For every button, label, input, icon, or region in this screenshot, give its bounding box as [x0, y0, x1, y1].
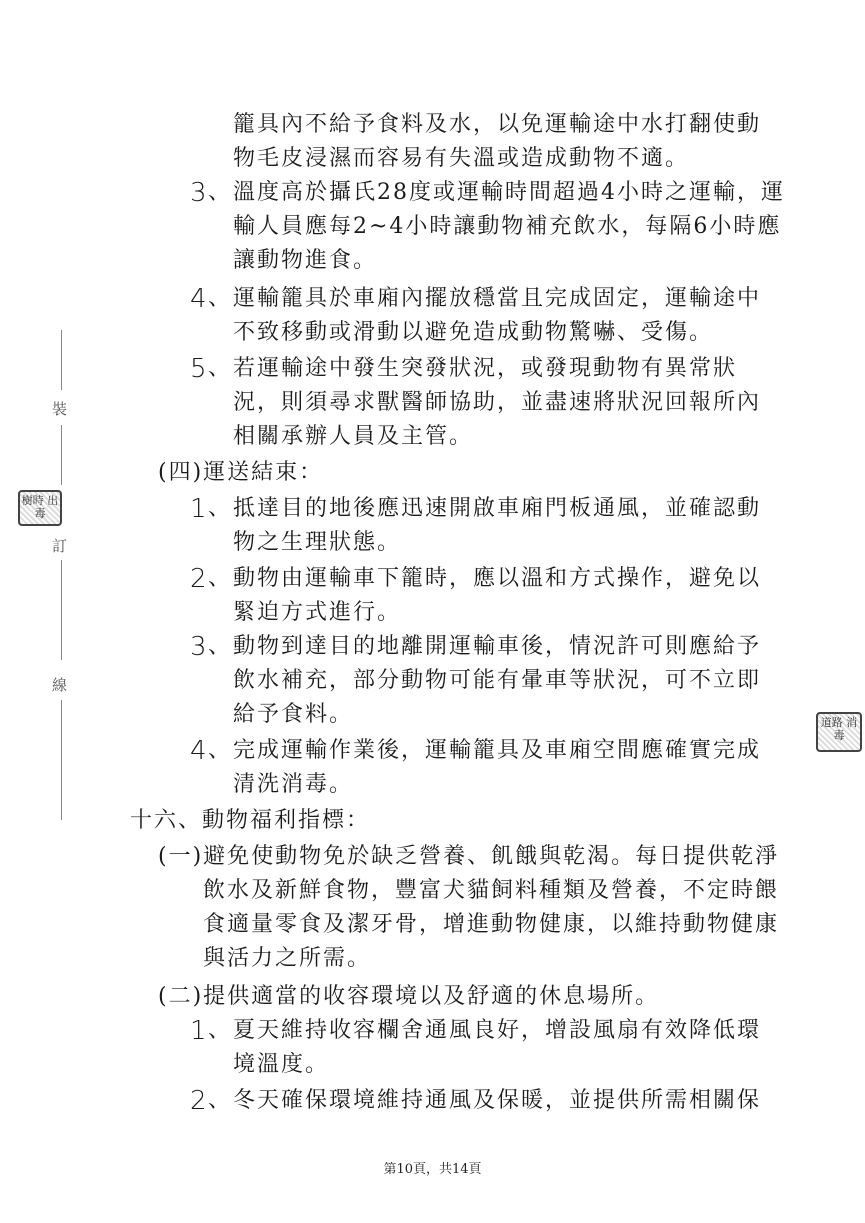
text-line: 、: [208, 286, 233, 311]
text-line: 物之生理狀態。: [233, 530, 402, 555]
text-line: 運輸籠具於車廂內擺放穩當且完成固定，運輸途中: [233, 286, 762, 311]
item-number: 3: [190, 178, 207, 208]
seal-stamp-left: 樹時 出 毒: [18, 490, 62, 526]
binding-mark-xian: 線: [52, 676, 68, 694]
text-line: 境溫度。: [233, 1052, 330, 1077]
text-line: 況，則須尋求獸醫師協助，並盡速將狀況回報所內: [233, 390, 762, 415]
binding-mark-zhuang: 裝: [52, 400, 68, 418]
text-line: 完成運輸作業後，運輸籠具及車廂空間應確實完成: [233, 738, 762, 763]
text-line: 飲水及新鮮食物，豐富犬貓飼料種類及營養，不定時餵: [203, 878, 780, 903]
text-line: 、: [208, 180, 233, 205]
text-line: (二)提供適當的收容環境以及舒適的休息場所。: [158, 984, 660, 1009]
seal-stamp-right: 道路 消毒: [816, 712, 862, 752]
text-line: 動物由運輸車下籠時，應以溫和方式操作，避免以: [233, 566, 762, 591]
binding-line-mid2: [61, 560, 62, 660]
item-number: 1: [190, 1016, 207, 1046]
item-number: 1: [190, 494, 207, 524]
text-line: 飲水補充，部分動物可能有暈車等狀況，可不立即: [233, 668, 762, 693]
text-line: 籠具內不給予食料及水，以免運輸途中水打翻使動: [233, 112, 762, 137]
text-line: 夏天維持收容欄舍通風良好，增設風扇有效降低環: [233, 1018, 762, 1043]
text-line: 、: [208, 738, 233, 763]
text-line: 動物到達目的地離開運輸車後，情況許可則應給予: [233, 634, 762, 659]
text-line: 、: [208, 356, 233, 381]
text-line: 溫度高於攝氏28度或運輸時間超過4小時之運輸，運: [233, 180, 785, 205]
section-heading: 十六、動物福利指標：: [130, 808, 371, 833]
item-number: 2: [190, 1086, 207, 1116]
page-footer: 第10頁，共14頁: [383, 1162, 482, 1177]
section-heading: (四)運送結束：: [158, 460, 324, 485]
text-line: 、: [208, 496, 233, 521]
text-line: 、: [208, 634, 233, 659]
text-line: 抵達目的地後應迅速開啟車廂門板通風，並確認動: [233, 496, 762, 521]
text-line: 物毛皮浸濕而容易有失溫或造成動物不適。: [233, 146, 690, 171]
item-number: 4: [190, 284, 207, 314]
binding-line-mid1: [61, 425, 62, 485]
text-line: 緊迫方式進行。: [233, 600, 402, 625]
binding-line-bottom: [61, 700, 62, 820]
item-number: 5: [190, 354, 207, 384]
text-line: 不致移動或滑動以避免造成動物驚嚇、受傷。: [233, 320, 714, 345]
text-line: 相關承辦人員及主管。: [233, 424, 474, 449]
binding-mark-ding: 訂: [52, 537, 68, 555]
item-number: 2: [190, 564, 207, 594]
text-line: 輸人員應每2~4小時讓動物補充飲水，每隔6小時應: [233, 214, 782, 239]
binding-line-top: [61, 330, 62, 390]
text-line: 清洗消毒。: [233, 772, 354, 797]
item-number: 3: [190, 632, 207, 662]
text-line: 若運輸途中發生突發狀況，或發現動物有異常狀: [233, 356, 738, 381]
text-line: 讓動物進食。: [233, 248, 378, 273]
text-line: (一)避免使動物免於缺乏營養、飢餓與乾渴。每日提供乾淨: [158, 844, 780, 869]
text-line: 、: [208, 1018, 233, 1043]
item-number: 4: [190, 736, 207, 766]
text-line: 給予食料。: [233, 702, 354, 727]
text-line: 食適量零食及潔牙骨，增進動物健康，以維持動物健康: [203, 912, 780, 937]
text-line: 、: [208, 566, 233, 591]
text-line: 冬天確保環境維持通風及保暖，並提供所需相關保: [233, 1088, 762, 1113]
text-line: 、: [208, 1088, 233, 1113]
text-line: 與活力之所需。: [203, 946, 372, 971]
